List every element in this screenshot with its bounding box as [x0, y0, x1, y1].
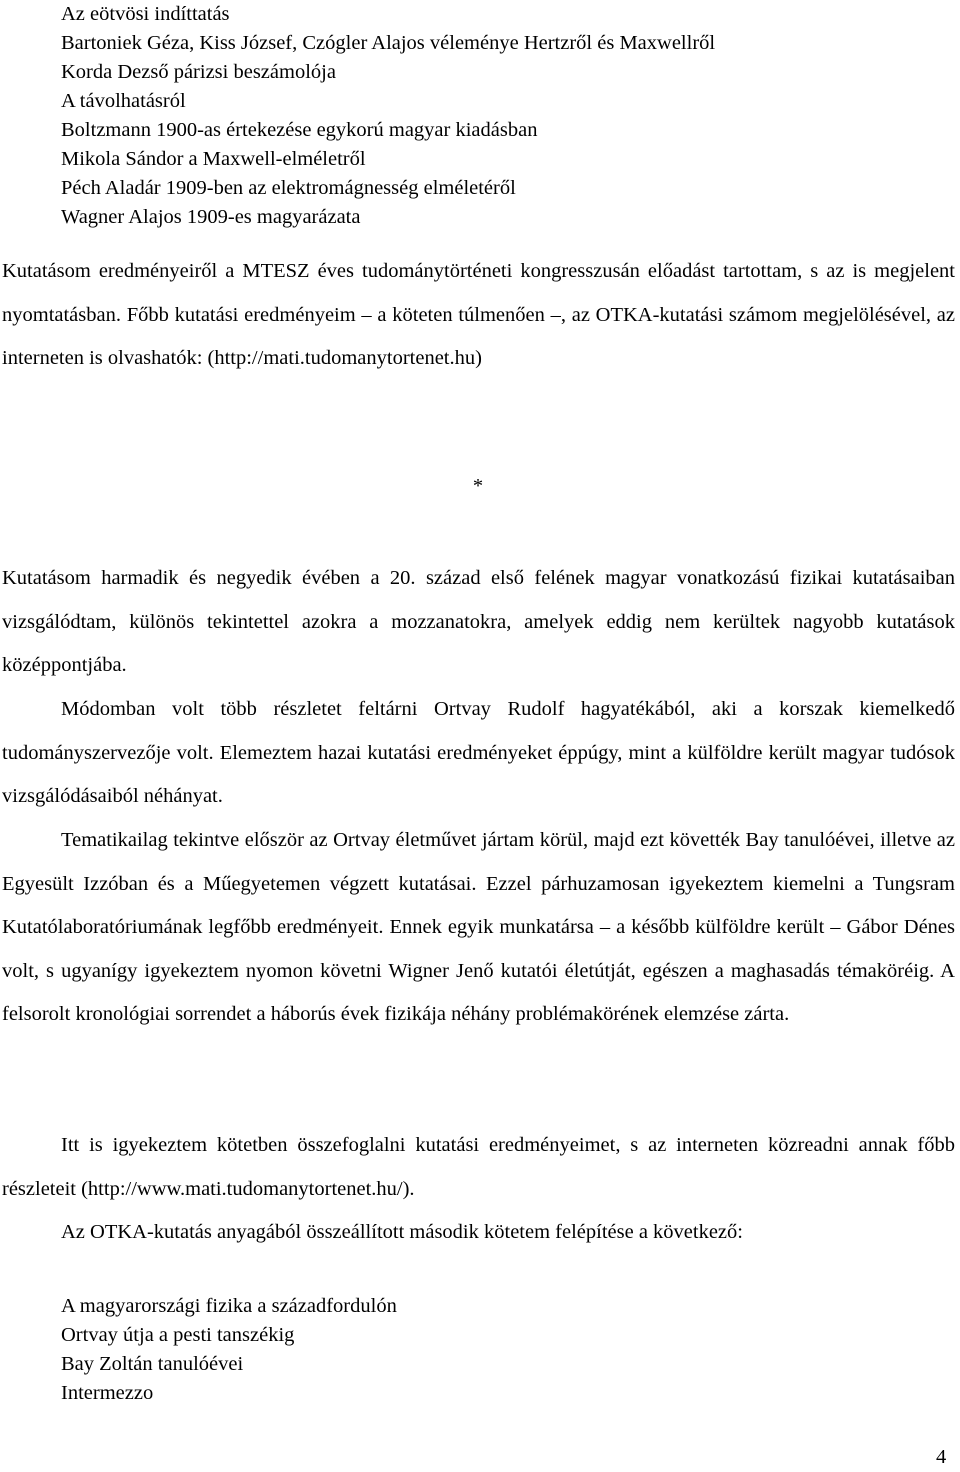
paragraph-otka-intro: Az OTKA-kutatás anyagából összeállított második kötetem felépítése a következő:	[61, 1221, 743, 1243]
paragraph-tematikailag: Tematikailag tekintve először az Ortvay életművet jártam körül, majd ezt követték Bay tanulóévei, illetve az Egyesült Izzóban és a Műegyetemen végzett kutatásai. Ezzel párhuzamosan igyekeztem kiemelni a Tungsram Kutatólaboratóriumának legfőbb eredményeit. Ennek egyik munkatársa – a később külföldre került – Gábor Dénes volt, s ugyanígy igyekeztem nyomon követni Wigner Jenő kutatói életútját, egészen a maghasadás témaköréig. A felsorolt kronológiai sorrendet a háborús évek fizikája néhány problémakörének elemzése zárta.	[2, 829, 955, 1026]
section-separator: *	[472, 475, 484, 497]
list-item: A magyarországi fizika a századfordulón	[61, 1295, 397, 1317]
list-item: Ortvay útja a pesti tanszékig	[61, 1324, 295, 1346]
list-item: Péch Aladár 1909-ben az elektromágnesség elméletéről	[61, 177, 516, 199]
list-item: Korda Dezső párizsi beszámolója	[61, 61, 336, 83]
list-item: Bay Zoltán tanulóévei	[61, 1353, 244, 1375]
list-item: Boltzmann 1900-as értekezése egykorú magyar kiadásban	[61, 119, 538, 141]
list-item: Az eötvösi indíttatás	[61, 3, 230, 25]
paragraph-mtesz: Kutatásom eredményeiről a MTESZ éves tudománytörténeti kongresszusán előadást tartottam, s az is megjelent nyomtatásban. Főbb kutatási eredményeim – a köteten túlmenően –, az OTKA-kutatási számom megjelölésével, az interneten is olvashatók: (http://mati.tudomanytortenet.hu)	[2, 260, 955, 370]
list-item: Mikola Sándor a Maxwell-elméletről	[61, 148, 366, 170]
list-item: Wagner Alajos 1909-es magyarázata	[61, 206, 361, 228]
paragraph-harmadik: Kutatásom harmadik és negyedik évében a 20. század első felének magyar vonatkozású fizikai kutatásaiban vizsgálódtam, különös tekintettel azokra a mozzanatokra, amelyek eddig nem kerültek nagyobb kutatások középpontjába.	[2, 567, 955, 677]
list-item: A távolhatásról	[61, 90, 186, 112]
page-number: 4	[936, 1446, 947, 1468]
chapter-list-bottom	[61, 1292, 941, 1408]
paragraph-kotetben: Itt is igyekeztem kötetben összefoglalni kutatási eredményeimet, s az interneten közreadni annak főbb részleteit (http://www.mati.tudomanytortenet.hu/).	[2, 1134, 955, 1200]
paragraph-ortvay: Módomban volt több részletet feltárni Ortvay Rudolf hagyatékából, aki a korszak kiemelkedő tudományszervezője volt. Elemeztem hazai kutatási eredményeket éppúgy, mint a külföldre került magyar tudósok vizsgálódásaiból néhányat.	[2, 698, 955, 808]
chapter-list-top	[61, 0, 941, 232]
list-item: Intermezzo	[61, 1382, 154, 1404]
list-item: Bartoniek Géza, Kiss József, Czógler Alajos véleménye Hertzről és Maxwellről	[61, 32, 716, 54]
